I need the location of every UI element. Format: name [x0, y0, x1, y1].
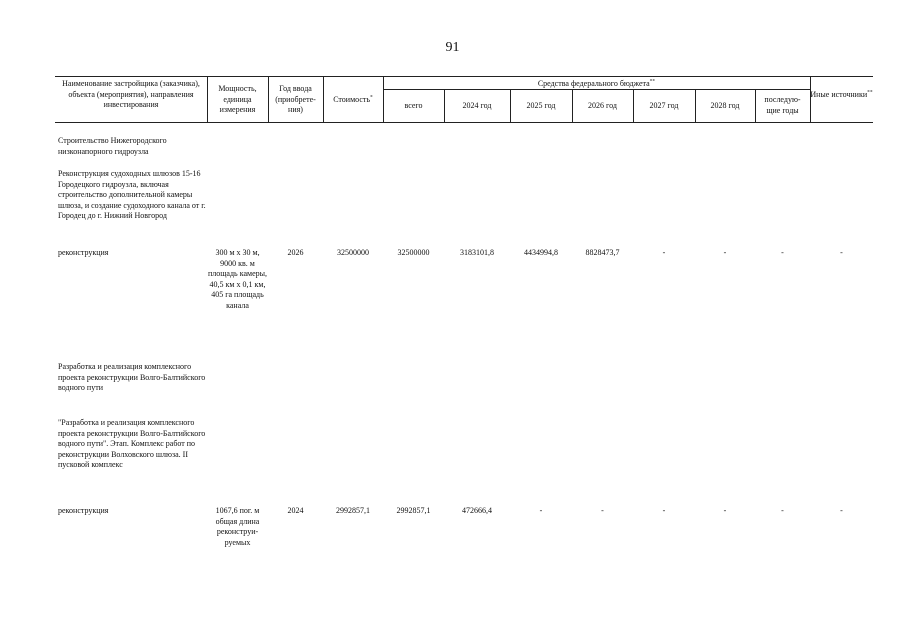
row-total: 32500000 — [397, 248, 430, 257]
header-federal-budget: Средства федерального бюджета** — [537, 78, 656, 88]
header-capacity: Мощность, единица измерения — [218, 84, 257, 115]
header-name: Наименование застройщика (заказчика), объекта (мероприятия), направления инвестирования — [62, 79, 200, 110]
row-2027: - — [662, 248, 666, 257]
row-name: реконструкция — [58, 248, 109, 257]
section-title: Строительство Нижегородского низконапорного гидроузла — [58, 136, 167, 156]
row-2026: - — [601, 506, 604, 515]
row-2025: 4434994,8 — [524, 248, 558, 257]
row-2024: 3183101,8 — [460, 248, 494, 257]
row-capacity: 300 м х 30 м, 9000 кв. м площадь камеры, 40,5 км х 0,1 км, 405 га площадь канала — [207, 248, 267, 310]
header-total: всего — [404, 101, 423, 110]
row-cost: 2992857,1 — [336, 506, 370, 515]
header-2025: 2025 год — [526, 101, 556, 110]
header-2026: 2026 год — [588, 101, 617, 110]
row-year: 2026 — [287, 248, 304, 257]
row-2028: - — [723, 506, 727, 515]
col-divider — [755, 89, 756, 122]
header-2024: 2024 год — [462, 101, 492, 110]
section-title: Разработка и реализация комплексного проекта реконструкции Волго-Балтийского водного пути — [58, 362, 206, 393]
header-2027: 2027 год — [649, 101, 679, 110]
header-bottom-border — [55, 122, 873, 123]
section-title: Реконструкция судоходных шлюзов 15-16 Городецкого гидроузла, включая строительство дополнительной камеры шлюза, и создание судоходного канала от г. Городец до г. Нижний Новгород — [58, 169, 206, 221]
header-cost: Стоимость* — [333, 94, 373, 104]
row-2026: 8828473,7 — [585, 248, 620, 257]
header-other-sources: Иные источники** — [810, 89, 873, 99]
row-later: - — [781, 248, 784, 257]
row-year: 2024 — [287, 506, 304, 515]
row-2028: - — [723, 248, 727, 257]
row-name: реконструкция — [58, 506, 109, 515]
table-top-border — [55, 76, 873, 77]
header-later-years: последую-щие годы — [764, 95, 801, 115]
header-2028: 2028 год — [710, 101, 740, 110]
header-year: Год ввода (приобрете-ния) — [275, 84, 316, 115]
row-other: - — [840, 248, 843, 257]
section-title: "Разработка и реализация комплексного проекта реконструкции Волго-Балтийского водного пути". Этап. Комплекс работ по реконструкции Волховского шлюза. II пусковой комплекс — [58, 418, 206, 470]
row-2025: - — [539, 506, 543, 515]
row-2027: - — [662, 506, 666, 515]
row-capacity: 1067,6 пог. м общая длина реконструи-руемых — [215, 506, 260, 547]
row-cost: 32500000 — [337, 248, 369, 257]
row-total: 2992857,1 — [396, 506, 431, 515]
page-number: 91 — [445, 40, 460, 55]
row-other: - — [840, 506, 843, 515]
row-2024: 472666,4 — [462, 506, 492, 515]
row-later: - — [781, 506, 784, 515]
